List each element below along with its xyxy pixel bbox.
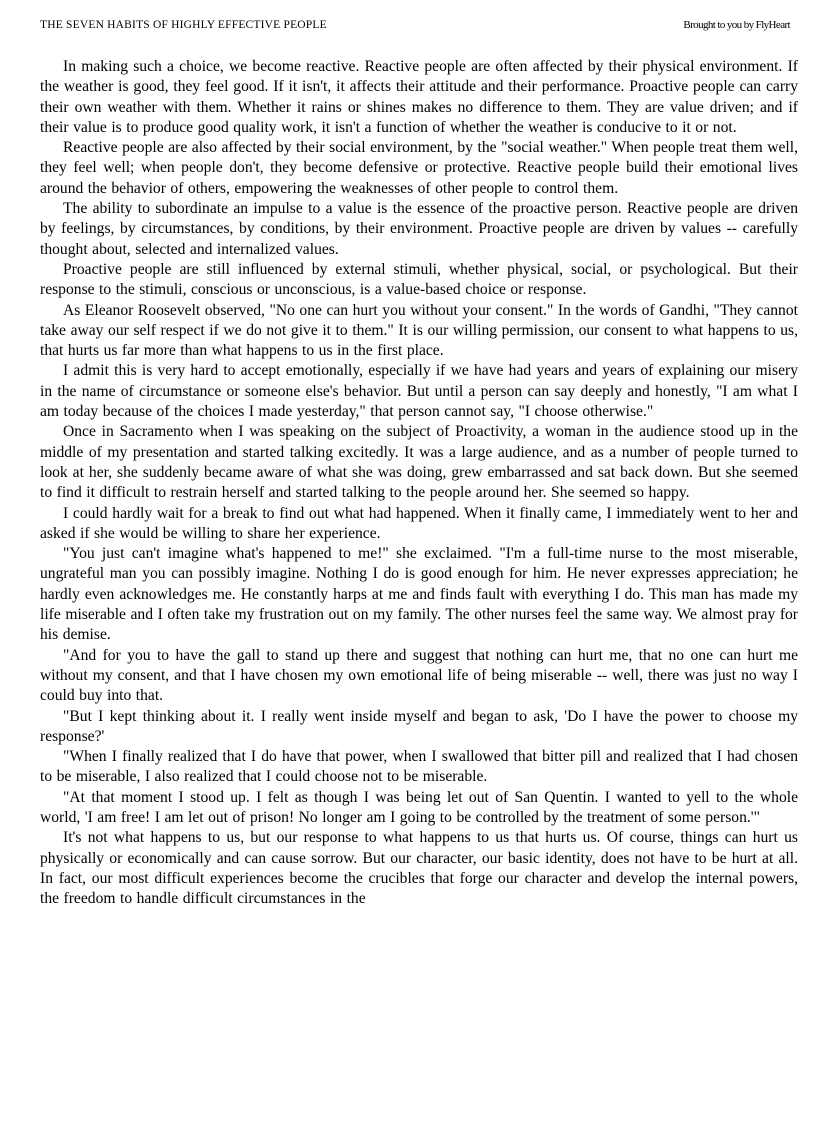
paragraph: In making such a choice, we become reactive. Reactive people are often affected by their physical environment. If the weather is good, they feel good. If it isn't, it affects their attitude and their performance. Proactive people can carry their own weather with them. Whether it rains or shines makes no difference to them. They are value driven; and if their value is to produce good quality work, it isn't a function of whether the weather is conducive to it or not. [40,58,798,136]
paragraph: "You just can't imagine what's happened to me!" she exclaimed. "I'm a full-time nurse to the most miserable, ungrateful man you can possibly imagine. Nothing I do is good enough for him. He never expresses appreciation; he hardly even acknowledges me. He constantly harps at me and finds fault with everything I do. This man has made my life miserable and I often take my frustration out on my family. The other nurses feel the same way. We almost pray for his demise. [40,545,798,644]
body-text [40,57,798,909]
paragraph: Reactive people are also affected by their social environment, by the "social weather." When people treat them well, they feel well; when people don't, they become defensive or protective. Reactive people build their emotional lives around the behavior of others, empowering the weaknesses of other people to control them. [40,139,798,197]
paragraph: "At that moment I stood up. I felt as though I was being let out of San Quentin. I wanted to yell to the whole world, 'I am free! I am let out of prison! No longer am I going to be controlled by the treatment of some person.'" [40,788,798,826]
paragraph: "When I finally realized that I do have that power, when I swallowed that bitter pill and realized that I had chosen to be miserable, I also realized that I could choose not to be miserable. [40,748,798,786]
paragraph: I admit this is very hard to accept emotionally, especially if we have had years and years of explaining our misery in the name of circumstance or someone else's behavior. But until a person can say deeply and honestly, "I am what I am today because of the choices I made yesterday," that person cannot say, "I choose otherwise." [40,362,798,421]
header-credit: Brought to you by FlyHeart [683,19,790,31]
paragraph: "And for you to have the gall to stand up there and suggest that nothing can hurt me, that no one can hurt me without my consent, and that I have chosen my own emotional life of being miserable -- well, there was just no way I could buy into that. [40,646,798,705]
paragraph: "But I kept thinking about it. I really went inside myself and began to ask, 'Do I have the power to choose my response?' [40,707,798,745]
paragraph: As Eleanor Roosevelt observed, "No one can hurt you without your consent." In the words of Gandhi, "They cannot take away our self respect if we do not give it to them." It is our willing permission, our consent to what happens to us, that hurts us far more than what happens to us in the first place. [40,301,798,360]
paragraph: It's not what happens to us, but our response to what happens to us that hurts us. Of course, things can hurt us physically or economically and can cause sorrow. But our character, our basic identity, does not have to be hurt at all. In fact, our most difficult experiences become the crucibles that forge our character and develop the internal powers, the freedom to handle difficult circumstances in the [40,829,798,908]
page-header [40,19,790,35]
paragraph: Proactive people are still influenced by external stimuli, whether physical, social, or psychological. But their response to the stimuli, conscious or unconscious, is a value-based choice or response. [40,260,798,299]
running-title: THE SEVEN HABITS OF HIGHLY EFFECTIVE PEOPLE [40,19,327,31]
paragraph: The ability to subordinate an impulse to a value is the essence of the proactive person. Reactive people are driven by feelings, by circumstances, by conditions, by their environment. Proactive people are driven by values -- carefully thought about, selected and internalized values. [40,200,798,258]
paragraph: Once in Sacramento when I was speaking on the subject of Proactivity, a woman in the audience stood up in the middle of my presentation and started talking excitedly. It was a large audience, and as a number of people turned to look at her, she suddenly became aware of what she was doing, grew embarrassed and sat back down. But she seemed to find it difficult to restrain herself and started talking to the people around her. She seemed so happy. [40,423,798,502]
paragraph: I could hardly wait for a break to find out what had happened. When it finally came, I immediately went to her and asked if she would be willing to share her experience. [40,504,798,542]
